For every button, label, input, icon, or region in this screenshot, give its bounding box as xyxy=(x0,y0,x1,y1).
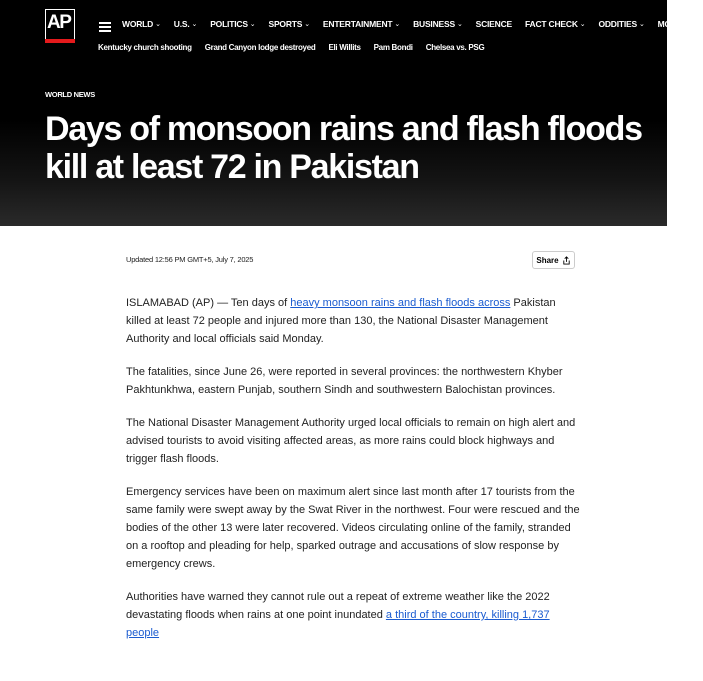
nav-item-entertainment[interactable]: ENTERTAINMENT ⌄ xyxy=(322,19,401,29)
trending-link[interactable]: Eli Willits xyxy=(328,43,361,52)
inline-link[interactable]: a third of the country, killing 1,737 people xyxy=(126,609,550,639)
nav-item-science[interactable]: SCIENCE xyxy=(475,19,512,29)
chevron-down-icon: ⌄ xyxy=(579,21,586,28)
chevron-down-icon: ⌄ xyxy=(191,21,198,28)
paragraph: Authorities have warned they cannot rule out a repeat of extreme weather like the 2022 devastating floods when rains at one point inundated a third of the country, killing 1,737 people xyxy=(126,591,550,639)
section-kicker[interactable]: WORLD NEWS xyxy=(45,90,95,99)
main-nav xyxy=(122,19,703,29)
paragraph: ISLAMABAD (AP) — Ten days of heavy monsoon rains and flash floods across Pakistan killed at least 72 people and injured more than 130, the National Disaster Management Authority and local officials said Monday. xyxy=(126,297,556,345)
hamburger-icon[interactable] xyxy=(99,22,111,31)
article-headline: Days of monsoon rains and flash floods kill at least 72 in Pakistan xyxy=(45,110,642,186)
share-icon xyxy=(562,256,571,265)
share-label: Share xyxy=(536,255,559,265)
paragraph: Emergency services have been on maximum alert since last month after 17 tourists from the same family were swept away by the Swat River in the northwest. Four were rescued and the bodies of the other 13 were later recovered. Videos circulating online of the family, stranded on a rooftop and pleading for help, sparked outrage and accusations of slow response by emergency crews. xyxy=(126,486,580,570)
nav-item-business[interactable]: BUSINESS ⌄ xyxy=(413,19,463,29)
nav-item-oddities[interactable]: ODDITIES ⌄ xyxy=(598,19,645,29)
nav-item-sports[interactable]: SPORTS ⌄ xyxy=(268,19,310,29)
nav-item-world[interactable]: WORLD ⌄ xyxy=(122,19,161,29)
trending-link[interactable]: Grand Canyon lodge destroyed xyxy=(204,43,316,52)
nav-item-us[interactable]: U.S. ⌄ xyxy=(173,19,198,29)
article-body xyxy=(126,294,581,657)
paragraph: The National Disaster Management Authority urged local officials to remain on high alert and advised tourists to avoid visiting affected areas, as more rains could block highways and trigger flash floods. xyxy=(126,417,576,465)
logo-accent-bar xyxy=(45,39,75,43)
trending-link[interactable]: Chelsea vs. PSG xyxy=(425,43,485,52)
trending-nav xyxy=(98,43,497,52)
logo-text: AP xyxy=(47,12,71,33)
chevron-down-icon: ⌄ xyxy=(639,21,645,28)
nav-item-fact-check[interactable]: FACT CHECK ⌄ xyxy=(525,19,586,29)
paragraph: The fatalities, since June 26, were reported in several provinces: the northwestern Khyber Pakhtunkhwa, eastern Punjab, southern Sindh and southwestern Balochistan provinces. xyxy=(126,366,563,396)
nav-item-more[interactable]: MORE ⌄ xyxy=(657,19,691,29)
chevron-down-icon: ⌄ xyxy=(249,21,256,28)
chevron-down-icon: ⌄ xyxy=(155,21,161,28)
ap-logo[interactable] xyxy=(45,9,75,43)
chevron-down-icon: ⌄ xyxy=(456,21,463,28)
updated-timestamp: Updated 12:56 PM GMT+5, July 7, 2025 xyxy=(126,255,254,264)
chevron-down-icon: ⌄ xyxy=(684,21,691,28)
inline-link[interactable]: heavy monsoon rains and flash floods across xyxy=(290,297,511,309)
site-header xyxy=(0,0,691,226)
chevron-down-icon: ⌄ xyxy=(304,21,310,28)
trending-link[interactable]: Kentucky church shooting xyxy=(98,43,192,52)
chevron-down-icon: ⌄ xyxy=(394,21,401,28)
trending-link[interactable]: Pam Bondi xyxy=(373,43,413,52)
nav-item-politics[interactable]: POLITICS ⌄ xyxy=(210,19,256,29)
share-button[interactable] xyxy=(532,251,575,269)
